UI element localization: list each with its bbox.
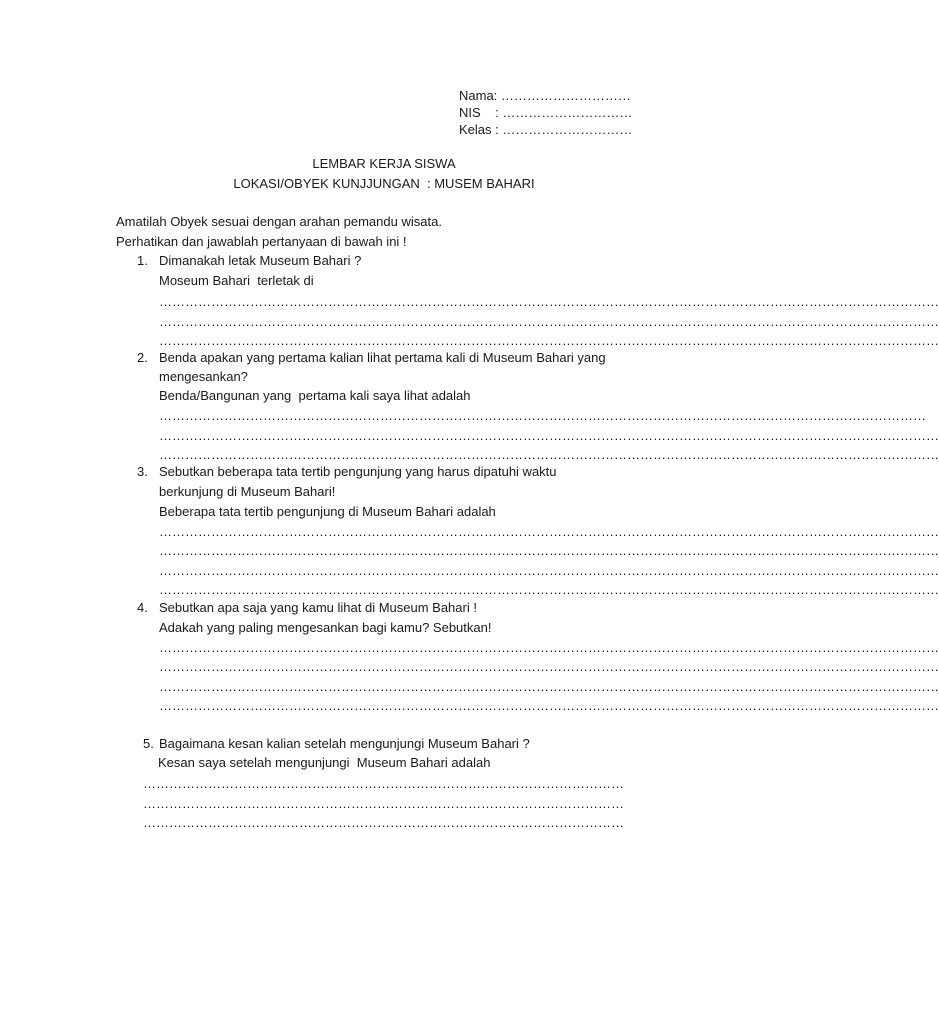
worksheet-subtitle: LOKASI/OBYEK KUNJJUNGAN : MUSEM BAHARI [233, 176, 535, 191]
answer-line: ……………………………………………………………………………………………………………………………………………………………… [159, 447, 939, 462]
class-field-label: Kelas : ………………………… [459, 122, 633, 137]
question-number: 4. [137, 600, 148, 615]
question-text: Sebutkan beberapa tata tertib pengunjung yang harus dipatuhi waktu [159, 464, 557, 479]
answer-line: ……………………………………………………………………………………………………………………………………………………………… [159, 582, 939, 597]
question-text: Dimanakah letak Museum Bahari ? [159, 253, 362, 268]
answer-line: ……………………………………………………………………………………………………………………………………………………………… [159, 314, 939, 329]
question-number: 1. [137, 253, 148, 268]
question-text: Bagaimana kesan kalian setelah mengunjungi Museum Bahari ? [159, 736, 530, 751]
answer-line: ……………………………………………………………………………………………………………………………………………………………… [159, 698, 939, 713]
question-number: 3. [137, 464, 148, 479]
answer-line: ……………………………………………………………………………………………………………………………………………………………… [159, 428, 939, 443]
question-text: Benda apakan yang pertama kalian lihat pertama kali di Museum Bahari yang [159, 350, 606, 365]
answer-line: ……………………………………………………………………………………………………………………………………………………………… [159, 679, 939, 694]
answer-line: ………………………………………………………………………………………………… [143, 796, 624, 811]
answer-prompt: Moseum Bahari terletak di [159, 273, 314, 288]
answer-line: ……………………………………………………………………………………………………………………………………………………………… [159, 659, 939, 674]
worksheet-title: LEMBAR KERJA SISWA [312, 156, 456, 171]
name-field-label: Nama: ………………………… [459, 88, 631, 103]
answer-line: ……………………………………………………………………………………………………………………………………………………………… [159, 543, 939, 558]
answer-prompt: Adakah yang paling mengesankan bagi kamu? Sebutkan! [159, 620, 492, 635]
answer-line: ………………………………………………………………………………………………… [143, 815, 624, 830]
instruction-line: Perhatikan dan jawablah pertanyaan di bawah ini ! [116, 234, 407, 249]
answer-line: …………………………………………………………………………………………………………………………………………………………… [159, 408, 926, 423]
answer-line: ……………………………………………………………………………………………………………………………………………………………… [159, 640, 939, 655]
nis-field-label: NIS : ………………………… [459, 105, 633, 120]
answer-prompt: Kesan saya setelah mengunjungi Museum Bahari adalah [158, 755, 491, 770]
answer-prompt: Benda/Bangunan yang pertama kali saya lihat adalah [159, 388, 471, 403]
question-text: Sebutkan apa saja yang kamu lihat di Museum Bahari ! [159, 600, 477, 615]
answer-line: ……………………………………………………………………………………………………………………………………………………………… [159, 563, 939, 578]
instruction-line: Amatilah Obyek sesuai dengan arahan pemandu wisata. [116, 214, 442, 229]
answer-line: ……………………………………………………………………………………………………………………………………………………………… [159, 333, 939, 348]
question-text: mengesankan? [159, 369, 248, 384]
answer-line: ……………………………………………………………………………………………………………………………………………………………… [159, 524, 939, 539]
answer-line: ………………………………………………………………………………………………… [143, 776, 624, 791]
question-text: berkunjung di Museum Bahari! [159, 484, 336, 499]
answer-line: ……………………………………………………………………………………………………………………………………………………………… [159, 294, 939, 309]
answer-prompt: Beberapa tata tertib pengunjung di Museum Bahari adalah [159, 504, 496, 519]
question-number: 5. [143, 736, 154, 751]
question-number: 2. [137, 350, 148, 365]
